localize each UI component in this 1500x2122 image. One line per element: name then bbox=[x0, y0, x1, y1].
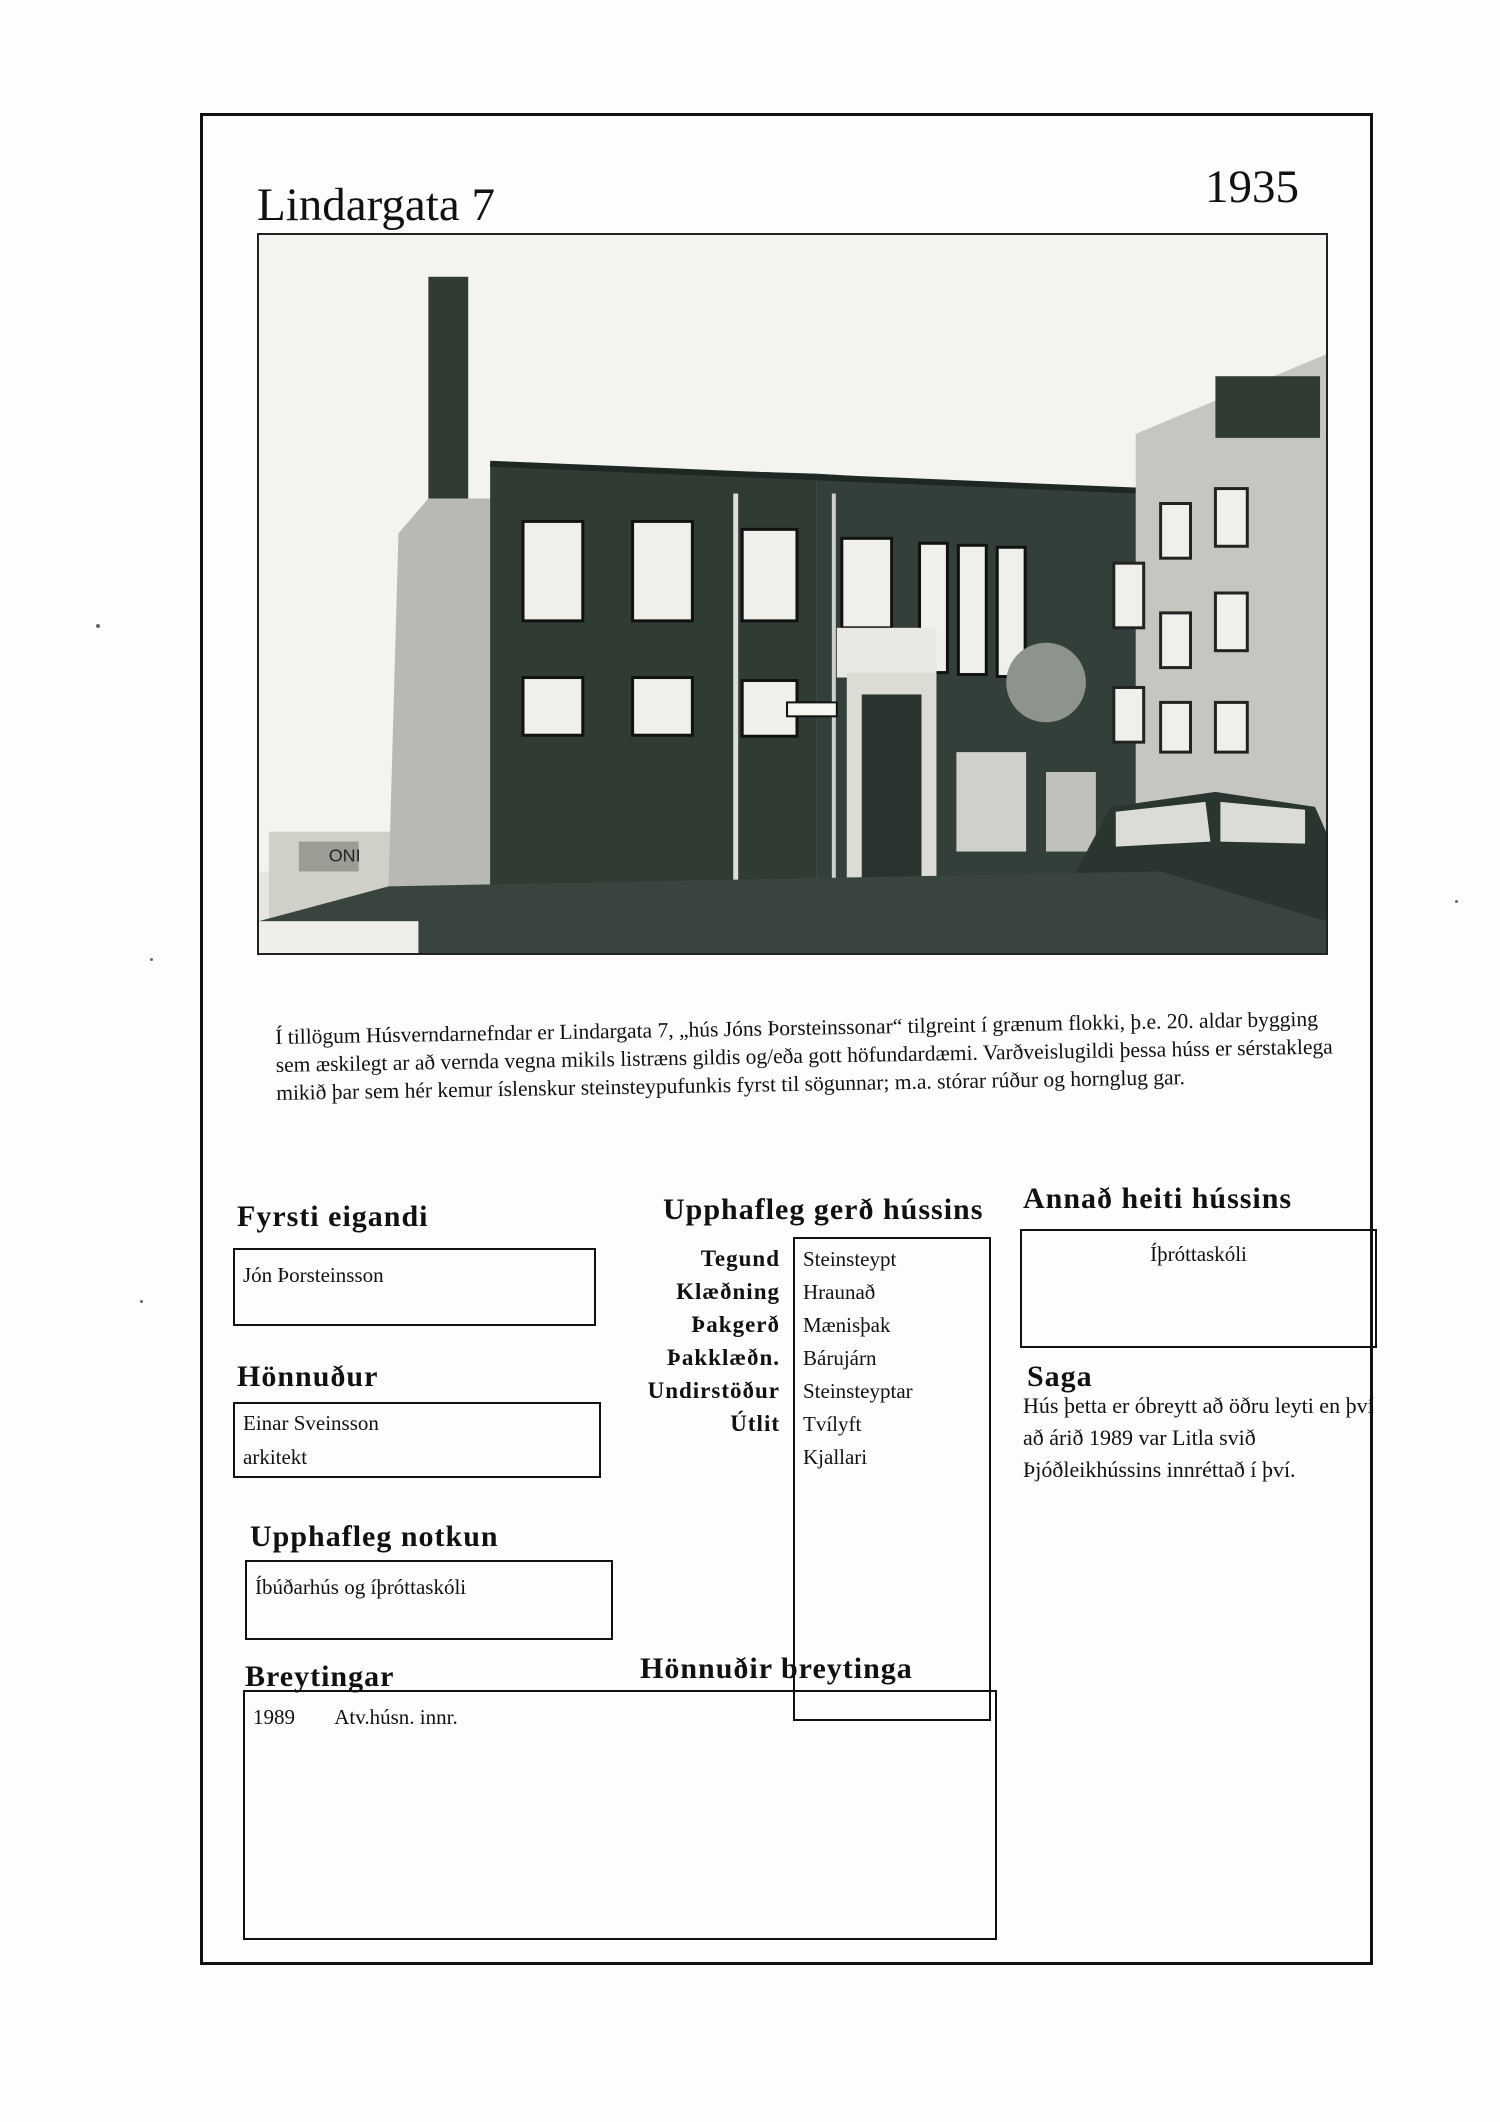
spec-value: Steinsteypt bbox=[803, 1247, 897, 1271]
description-text: Í tillögum Húsverndarnefndar er Lindargata 7, „hús Jóns Þorsteinssonar“ tilgreint í grænum flokki, þ.e. 20. aldar bygging sem æskilegt ar að vernda vegna mikils listræns gildis og/eða gott höfundardæmi. Varðveislugildi þessa húss er sérstaklega mikið þar sem hér kemur íslenskur steinsteypufunkis fyrst til sögunnar; m.a. stórar rúður og hornglug gar. bbox=[275, 1006, 1333, 1105]
scan-speck bbox=[96, 624, 100, 628]
scan-speck bbox=[150, 958, 153, 961]
original-use-heading: Upphafleg notkun bbox=[250, 1520, 499, 1553]
other-name-value: Íþróttaskóli bbox=[1150, 1242, 1247, 1266]
spec-label: Þakklæðn. bbox=[666, 1345, 780, 1370]
page-title: Lindargata 7 bbox=[257, 179, 495, 231]
spec-labels bbox=[620, 1242, 780, 1440]
designer-heading: Hönnuður bbox=[237, 1360, 379, 1393]
change-designers-heading: Hönnuðir breytinga bbox=[640, 1652, 913, 1685]
scan-speck bbox=[1455, 900, 1458, 903]
scan-speck bbox=[140, 1300, 143, 1303]
first-owner-box bbox=[233, 1248, 596, 1326]
spec-value: Kjallari bbox=[803, 1445, 868, 1469]
changes-heading: Breytingar bbox=[245, 1660, 395, 1693]
first-owner-heading: Fyrsti eigandi bbox=[237, 1200, 429, 1233]
spec-label: Útlit bbox=[730, 1411, 780, 1436]
original-type-heading: Upphafleg gerð hússins bbox=[663, 1193, 984, 1226]
spec-label: Tegund bbox=[700, 1246, 780, 1271]
designer-name: Einar Sveinsson bbox=[243, 1411, 379, 1435]
other-name-box bbox=[1020, 1229, 1377, 1348]
changes-text: Atv.húsn. innr. bbox=[334, 1705, 458, 1729]
spec-value: Steinsteyptar bbox=[803, 1379, 913, 1403]
spec-label: Klæðning bbox=[676, 1279, 780, 1304]
spec-values-box bbox=[793, 1237, 991, 1721]
designer-box bbox=[233, 1402, 601, 1478]
history-heading: Saga bbox=[1027, 1360, 1093, 1393]
original-use-box bbox=[245, 1560, 613, 1640]
history-text: Hús þetta er óbreytt að öðru leyti en því að árið 1989 var Litla svið Þjóðleikhússins innréttað í því. bbox=[1023, 1393, 1374, 1482]
other-name-heading: Annað heiti hússins bbox=[1023, 1182, 1293, 1215]
designer-title: arkitekt bbox=[243, 1445, 308, 1469]
building-photo bbox=[257, 233, 1328, 955]
original-use-value: Íbúðarhús og íþróttaskóli bbox=[255, 1575, 467, 1599]
spec-value: Bárujárn bbox=[803, 1346, 877, 1370]
spec-value: Mænisþak bbox=[803, 1313, 891, 1337]
svg-text:ONI: ONI bbox=[328, 845, 361, 866]
building-photo-icon bbox=[259, 235, 1326, 953]
changes-box bbox=[243, 1690, 997, 1940]
changes-year: 1989 bbox=[253, 1705, 295, 1729]
spec-value: Hraunað bbox=[803, 1280, 876, 1304]
year-label: 1935 bbox=[1205, 161, 1299, 213]
first-owner-value: Jón Þorsteinsson bbox=[243, 1263, 384, 1287]
spec-value: Tvílyft bbox=[803, 1412, 862, 1436]
spec-label: Undirstöður bbox=[647, 1378, 780, 1403]
spec-label: Þakgerð bbox=[691, 1312, 780, 1337]
